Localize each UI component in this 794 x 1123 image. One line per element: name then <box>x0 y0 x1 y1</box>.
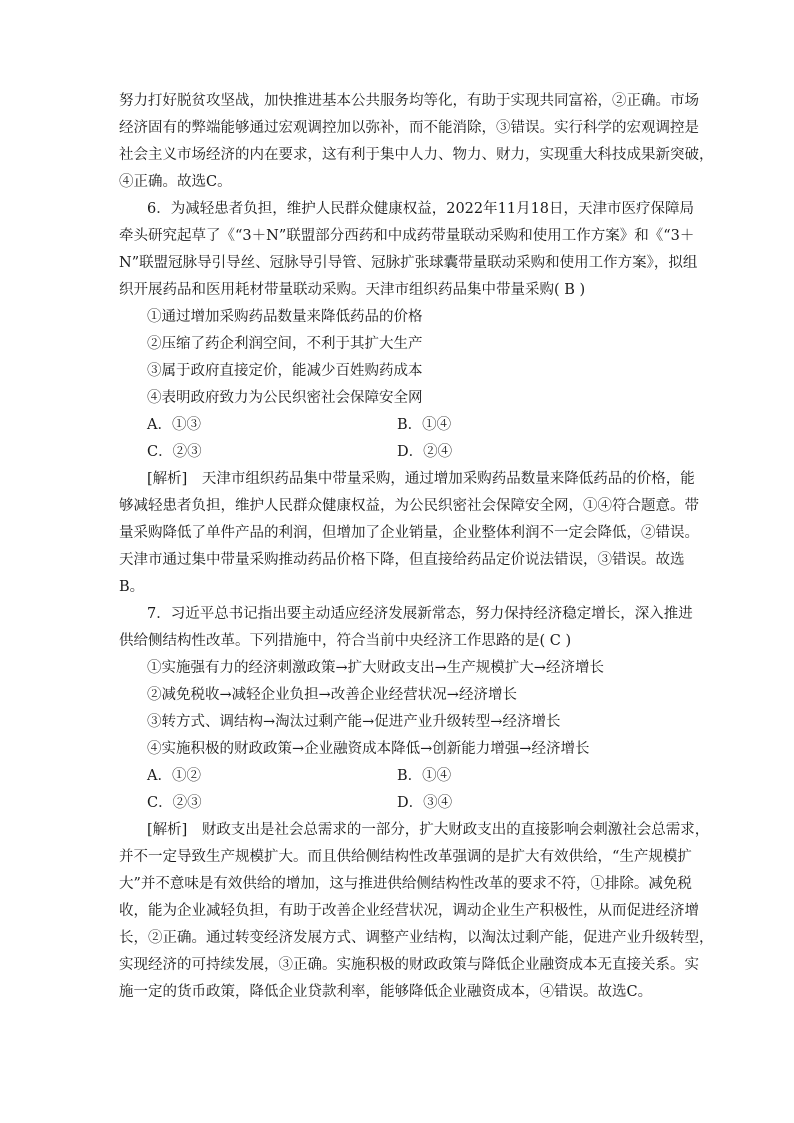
analysis-line: 长，②正确。通过转变经济发展方式、调整产业结构，以淘汰过剩产能，促进产业升级转型， <box>119 930 714 946</box>
text-line: 努力打好脱贫攻坚战，加快推进基本公共服务均等化，有助于实现共同富裕，②正确。市场 <box>119 93 699 109</box>
choice-d: D．②④ <box>397 444 453 460</box>
statement-option: ③转方式、调结构→淘汰过剩产能→促进产业升级转型→经济增长 <box>147 714 561 730</box>
choice-row <box>119 763 679 790</box>
analysis-continuation <box>119 88 714 196</box>
statement-option: ①实施强有力的经济刺激政策→扩大财政支出→生产规模扩大→经济增长 <box>147 660 604 676</box>
analysis-line: 够减轻患者负担，维护人民群众健康权益，为公民织密社会保障安全网，①④符合题意。带 <box>119 498 699 514</box>
statement-option: ②减免税收→减轻企业负担→改善企业经营状况→经济增长 <box>147 687 517 703</box>
statement-option: ④实施积极的财政政策→企业融资成本降低→创新能力增强→经济增长 <box>147 741 590 757</box>
choice-a: A．①③ <box>147 417 201 433</box>
analysis-line: 天津市通过集中带量采购推动药品价格下降，但直接给药品定价说法错误，③错误。故选 <box>119 552 685 568</box>
analysis-line: 收，能为企业减轻负担，有助于改善企业经营状况，调动企业生产积极性，从而促进经济增 <box>119 903 699 919</box>
analysis-line: B。 <box>119 579 145 595</box>
question-stem-line: 牵头研究起草了《“3＋N”联盟部分西药和中成药带量联动采购和使用工作方案》和《“3＋ <box>119 228 695 244</box>
choice-d: D．③④ <box>397 795 453 811</box>
choice-b: B．①④ <box>397 768 452 784</box>
question-stem-line: 织开展药品和医用耗材带量联动采购。天津市组织药品集中带量采购( B ) <box>119 282 586 298</box>
choice-b: B．①④ <box>397 417 452 433</box>
choice-a: A．①② <box>147 768 201 784</box>
analysis-line: 量采购降低了单件产品的利润，但增加了企业销量，企业整体利润不一定会降低，②错误。 <box>119 525 699 541</box>
choice-c: C．②③ <box>147 444 202 460</box>
text-line: ④正确。故选C。 <box>119 174 232 190</box>
document-page <box>119 88 714 1006</box>
analysis-line: 施一定的货币政策，降低企业贷款利率，能够降低企业融资成本，④错误。故选C。 <box>119 984 653 1000</box>
question-stem-line: 7．习近平总书记指出要主动适应经济发展新常态，努力保持经济稳定增长，深入推进 <box>147 606 693 622</box>
analysis-line: 大”并不意味是有效供给的增加，这与推进供给侧结构性改革的要求不符，①排除。减免税 <box>119 876 692 892</box>
analysis-line: 并不一定导致生产规模扩大。而且供给侧结构性改革强调的是扩大有效供给，“生产规模扩 <box>119 849 692 865</box>
analysis-line: [解析] 财政支出是社会总需求的一部分，扩大财政支出的直接影响会刺激社会总需求， <box>147 822 710 838</box>
text-line: 社会主义市场经济的内在要求，这有利于集中人力、物力、财力，实现重大科技成果新突破， <box>119 147 714 163</box>
question-stem-line: N”联盟冠脉导引导丝、冠脉导引导管、冠脉扩张球囊带量联动采购和使用工作方案》，拟组 <box>119 255 698 271</box>
question-7 <box>119 601 714 1006</box>
question-stem-line: 供给侧结构性改革。下列措施中，符合当前中央经济工作思路的是( C ) <box>119 633 572 649</box>
statement-option: ②压缩了药企利润空间，不利于其扩大生产 <box>147 336 423 352</box>
choice-row <box>119 790 679 817</box>
statement-option: ③属于政府直接定价，能减少百姓购药成本 <box>147 363 423 379</box>
statement-option: ④表明政府致力为公民织密社会保障安全网 <box>147 390 423 406</box>
analysis-line: [解析] 天津市组织药品集中带量采购，通过增加采购药品数量来降低药品的价格，能 <box>147 471 695 487</box>
choice-c: C．②③ <box>147 795 202 811</box>
choice-row <box>119 439 679 466</box>
question-6 <box>119 196 699 601</box>
choice-row <box>119 412 679 439</box>
statement-option: ①通过增加采购药品数量来降低药品的价格 <box>147 309 423 325</box>
analysis-line: 实现经济的可持续发展，③正确。实施积极的财政政策与降低企业融资成本无直接关系。实 <box>119 957 699 973</box>
question-stem-line: 6．为减轻患者负担，维护人民群众健康权益，2022年11月18日，天津市医疗保障局 <box>147 201 695 217</box>
text-line: 经济固有的弊端能够通过宏观调控加以弥补，而不能消除，③错误。实行科学的宏观调控是 <box>119 120 699 136</box>
